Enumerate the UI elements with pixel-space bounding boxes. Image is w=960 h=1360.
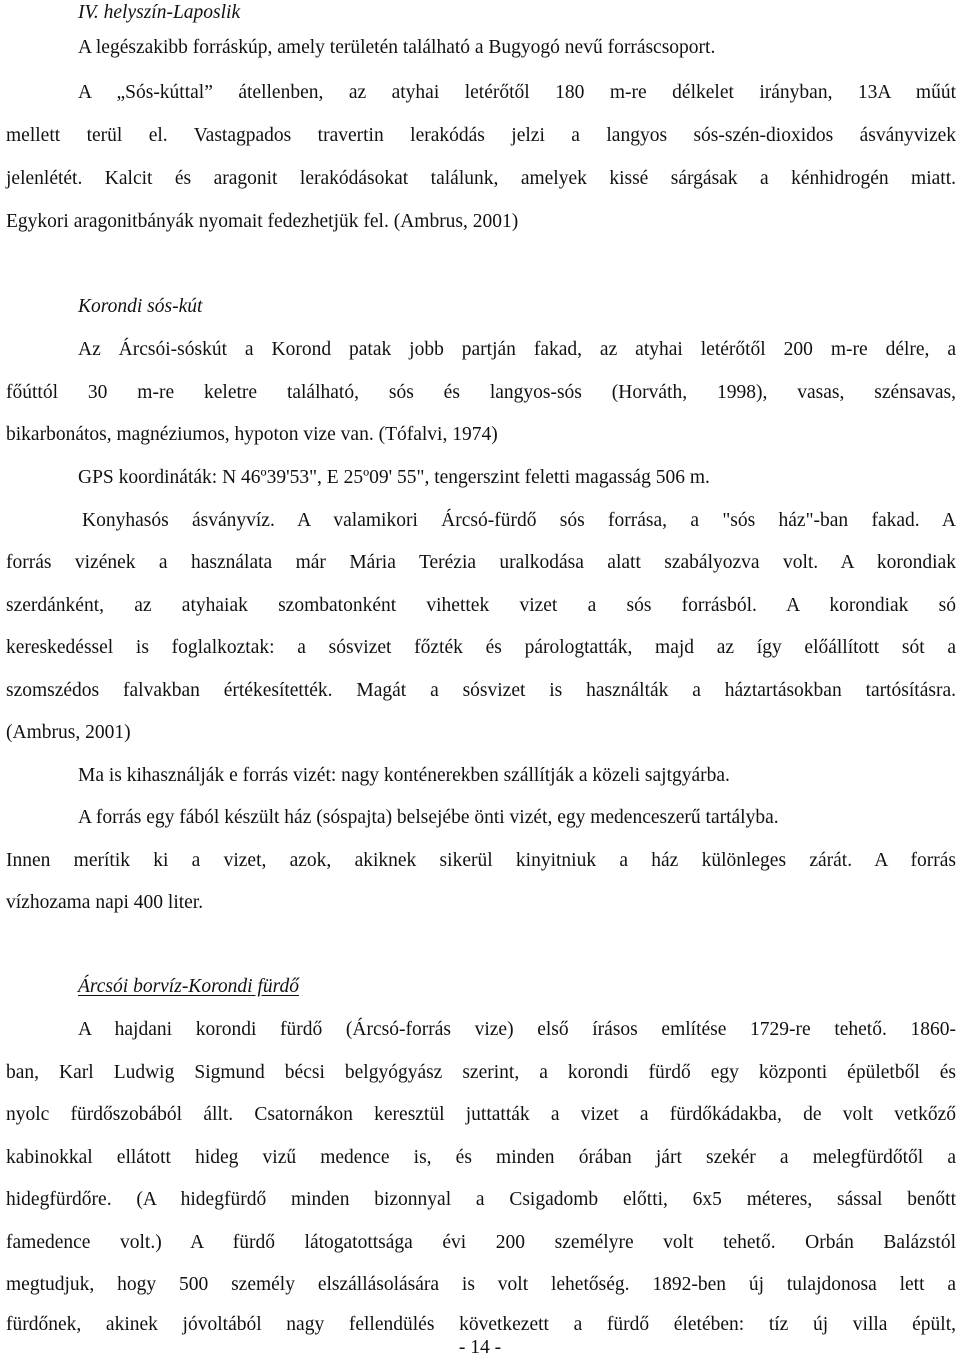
paragraph-line: mellett terül el. Vastagpados travertin lerakódás jelzi a langyos sós-szén-dioxidos ásványvizek [6,125,956,146]
paragraph-line: A legészakibb forráskúp, amely területén található a Bugyogó nevű forráscsoport. [78,37,716,58]
paragraph-line: (Ambrus, 2001) [6,722,131,743]
paragraph-line: főúttól 30 m-re keletre található, sós és langyos-sós (Horváth, 1998), vasas, szénsavas, [6,382,956,403]
paragraph-line: kabinokkal ellátott hideg vizű medence is, és minden órában járt szekér a melegfürdőtől a [6,1147,956,1168]
paragraph-line: A „Sós-kúttal” átellenben, az atyhai letérőtől 180 m-re délkelet irányban, 13A műút [78,82,956,103]
paragraph-line: megtudjuk, hogy 500 személy elszállásolására is volt lehetőség. 1892-ben új tulajdonosa lett a [6,1274,956,1295]
paragraph-line: ban, Karl Ludwig Sigmund bécsi belgyógyász szerint, a korondi fürdő egy központi épületből és [6,1062,956,1083]
paragraph-line: Konyhasós ásványvíz. A valamikori Árcsó-fürdő sós forrása, a "sós ház"-ban fakad. A [82,510,956,531]
paragraph-line: hidegfürdőre. (A hidegfürdő minden bizonnyal a Csigadomb előtti, 6x5 méteres, sással benőtt [6,1189,956,1210]
paragraph-line: vízhozama napi 400 liter. [6,892,204,913]
paragraph-line: fürdőnek, akinek jóvoltából nagy fellendülés következett a fürdő életében: tíz új villa épült, [6,1314,956,1335]
paragraph-line: Ma is kihasználják e forrás vizét: nagy konténerekben szállítják a közeli sajtgyárba. [78,765,730,786]
paragraph-line: Egykori aragonitbányák nyomait fedezhetjük fel. (Ambrus, 2001) [6,211,519,232]
paragraph-line: A forrás egy fából készült ház (sóspajta) belsejébe önti vizét, egy medenceszerű tartályba. [78,807,779,828]
paragraph-line: Innen merítik ki a vizet, azok, akiknek sikerül kinyitniuk a ház különleges zárát. A forrás [6,850,956,871]
section-heading-laposlik: IV. helyszín-Laposlik [78,2,241,23]
paragraph-line: famedence volt.) A fürdő látogatottsága évi 200 személyre volt tehető. Orbán Balázstól [6,1232,956,1253]
paragraph-line: szomszédos falvakban értékesítették. Magát a sósvizet is használták a háztartásokban tartósításra. [6,680,956,701]
page-number: - 14 - [458,1337,502,1358]
paragraph-line: kereskedéssel is foglalkoztak: a sósvizet főzték és párologtatták, majd az így előállított sót a [6,637,956,658]
paragraph-line: jelenlétét. Kalcit és aragonit lerakódásokat találunk, amelyek kissé sárgásak a kénhidrogén miatt. [6,168,956,189]
paragraph-line: A hajdani korondi fürdő (Árcsó-forrás vize) első írásos említése 1729-re tehető. 1860- [78,1019,956,1040]
paragraph-line: bikarbonátos, magnéziumos, hypoton vize van. (Tófalvi, 1974) [6,424,498,445]
paragraph-line: Az Árcsói-sóskút a Korond patak jobb partján fakad, az atyhai letérőtől 200 m-re délre, a [78,339,956,360]
section-heading-arcsoi-borviz: Árcsói borvíz-Korondi fürdő [78,976,300,997]
paragraph-line: szerdánként, az atyhaiak szombatonként vihettek vizet a sós forrásból. A korondiak só [6,595,956,616]
gps-line: GPS koordináták: N 46º39'53", E 25º09' 55", tengerszint feletti magasság 506 m. [78,467,710,488]
section-heading-korondi-sos-kut: Korondi sós-kút [78,296,203,317]
paragraph-line: nyolc fürdőszobából állt. Csatornákon keresztül juttatták a vizet a fürdőkádakba, de volt vetkőző [6,1104,956,1125]
paragraph-line: forrás vizének a használata már Mária Terézia uralkodása alatt szabályozva volt. A korondiak [6,552,956,573]
